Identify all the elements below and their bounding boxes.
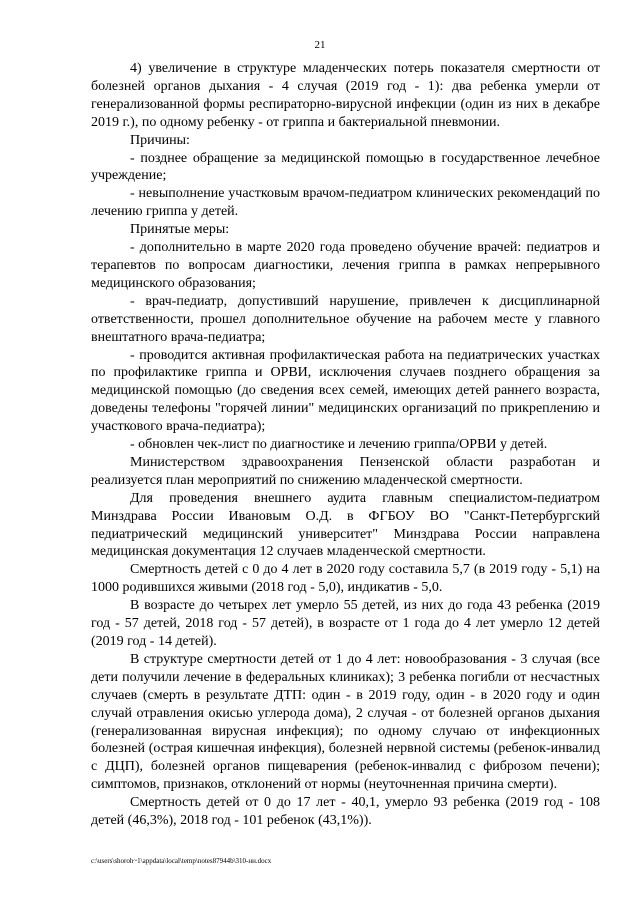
paragraph-measure-training: - дополнительно в марте 2020 года проведено обучение врачей: педиатров и терапевтов по вопросам диагностики, лечения гриппа в рамках непрерывного медицинского образования; [91,240,600,291]
paragraph-cause-late-treatment: - позднее обращение за медицинской помощью в государственное лечебное учреждение; [91,150,600,184]
paragraph-deaths-under-four: В возрасте до четырех лет умерло 55 детей, из них до года 43 ребенка (2019 год - 57 детей, 2018 год - 57 детей), в возрасте от 1 года до 4 лет умерло 12 детей (2019 год - 14 детей). [91,598,600,649]
paragraph-measure-prevention: - проводится активная профилактическая работа на педиатрических участках по профилактике гриппа и ОРВИ, исключения случаев позднего обращения за медицинской помощью (до сведения всех семей, имеющих детей раннего возраста, доведены телефоны "горячей линии" медицинских организаций по прикреплению и участкового врача-педиатра); [91,347,600,435]
paragraph-measure-checklist: - обновлен чек-лист по диагностике и лечению гриппа/ОРВИ у детей. [130,437,548,453]
paragraph-mortality-structure: В структуре смертности детей от 1 до 4 лет: новообразования - 3 случая (все дети получили лечение в федеральных клиниках); 3 ребенка погибли от несчастных случаев (смерть в результате ДТП: один - в 2019 году, один - в 2020 году и один случай отравления окисью углерода дома), 2 случая - от болезней органов дыхания (генерализованная вирусная инфекция); по одному случаю от инфекционных болезней (острая кишечная инфекция), болезней нервной системы (ребенок-инвалид с ДЦП), болезней органов пищеварения (ребенок-инвалид с фиброзом печени); симптомов, признаков, отклонений от нормы (неуточненная причина смерти). [91,651,600,793]
document-body [91,60,600,830]
paragraph-external-audit: Для проведения внешнего аудита главным специалистом-педиатром Минздрава России Ивановым О.Д. в ФГБОУ ВО "Санкт-Петербургский педиатрический медицинский университет" Минздрава России направлена медицинская документация 12 случаев младенческой смертности. [91,490,600,560]
paragraph-ministry-plan: Министерством здравоохранения Пензенской области разработан и реализуется план мероприятий по снижению младенческой смертности. [91,454,600,488]
page-number: 21 [314,39,326,51]
paragraph-causes-heading: Причины: [130,132,190,148]
paragraph-measure-disciplinary: - врач-педиатр, допустивший нарушение, привлечен к дисциплинарной ответственности, прошел дополнительное обучение на рабочем месте у главного внештатного врача-педиатра; [91,293,600,345]
paragraph-respiratory-increase: 4) увеличение в структуре младенческих потерь показателя смертности от болезней органов дыхания - 4 случая (2019 год - 1): два ребенка умерли от генерализованной формы респираторно-вирусной инфекции (один из них в декабре 2019 г.), по одному ребенку - от гриппа и бактериальной пневмонии. [91,61,600,130]
paragraph-mortality-0-4: Смертность детей с 0 до 4 лет в 2020 году составила 5,7 (в 2019 году - 5,1) на 1000 родившихся живыми (2018 год - 5,0), индикатив - 5,0. [91,562,600,596]
file-path-footer: c:\users\shoroh~1\appdata\local\temp\notes87944b\310-нн.docx [91,857,272,865]
paragraph-measures-heading: Принятые меры: [130,222,230,238]
paragraph-mortality-0-17: Смертность детей от 0 до 17 лет - 40,1, умерло 93 ребенка (2019 год - 108 детей (46,3%), 2018 год - 101 ребенок (43,1%)). [91,795,600,829]
paragraph-cause-guidelines-violation: - невыполнение участковым врачом-педиатром клинических рекомендаций по лечению гриппа у детей. [91,186,600,220]
